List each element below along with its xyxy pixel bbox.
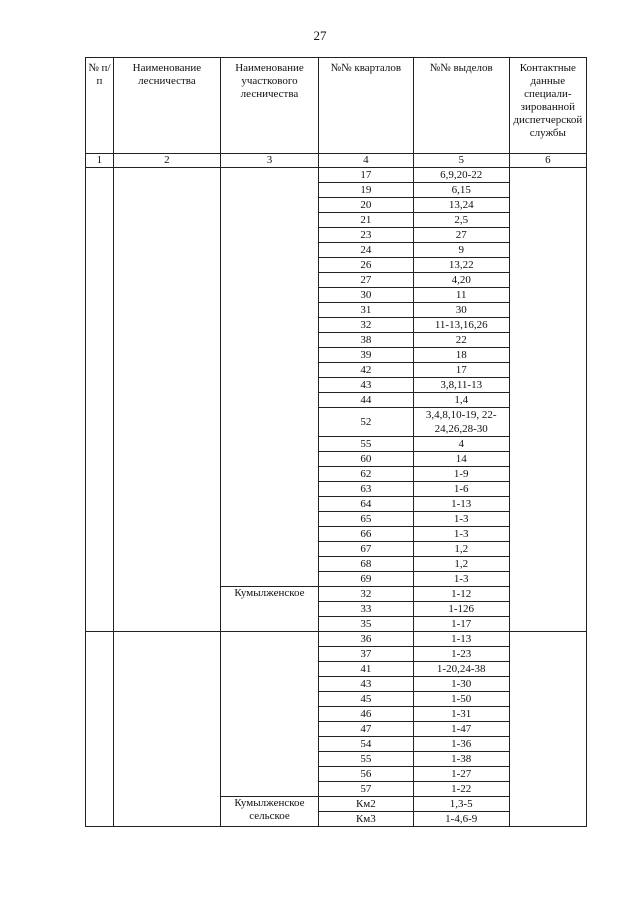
quarter-number: 54 <box>318 737 413 752</box>
allotment-numbers: 1,4 <box>413 393 509 408</box>
contact-cell <box>509 168 586 632</box>
allotment-numbers: 6,15 <box>413 183 509 198</box>
allotment-numbers: 1-126 <box>413 602 509 617</box>
quarter-number: 17 <box>318 168 413 183</box>
quarter-number: 63 <box>318 482 413 497</box>
quarter-number: Км2 <box>318 797 413 812</box>
allotment-numbers: 1-17 <box>413 617 509 632</box>
column-index-row <box>86 154 587 168</box>
quarter-number: 31 <box>318 303 413 318</box>
allotment-numbers: 1-30 <box>413 677 509 692</box>
allotment-numbers: 13,24 <box>413 198 509 213</box>
quarter-number: 55 <box>318 752 413 767</box>
column-index: 1 <box>86 154 114 168</box>
allotment-numbers: 1-3 <box>413 572 509 587</box>
column-index: 2 <box>113 154 220 168</box>
quarter-number: 37 <box>318 647 413 662</box>
quarter-number: 23 <box>318 228 413 243</box>
quarter-number: 64 <box>318 497 413 512</box>
allotment-numbers: 1-3 <box>413 512 509 527</box>
quarter-number: 69 <box>318 572 413 587</box>
allotment-numbers: 1-50 <box>413 692 509 707</box>
district-forestry-name: Кумылженское <box>221 587 319 632</box>
allotment-numbers: 30 <box>413 303 509 318</box>
page-number: 27 <box>313 28 327 43</box>
header-allotments: №№ выделов <box>413 58 509 154</box>
allotment-numbers: 1-38 <box>413 752 509 767</box>
allotment-numbers: 11-13,16,26 <box>413 318 509 333</box>
quarter-number: 67 <box>318 542 413 557</box>
allotment-numbers: 2,5 <box>413 213 509 228</box>
quarter-number: 32 <box>318 587 413 602</box>
allotment-numbers: 1-12 <box>413 587 509 602</box>
quarter-number: 30 <box>318 288 413 303</box>
quarter-number: 38 <box>318 333 413 348</box>
quarter-number: 65 <box>318 512 413 527</box>
quarter-number: 35 <box>318 617 413 632</box>
allotment-numbers: 1-20,24-38 <box>413 662 509 677</box>
quarter-number: 66 <box>318 527 413 542</box>
header-district-forestry: Наименование участкового лесничества <box>221 58 319 154</box>
quarter-number: 42 <box>318 363 413 378</box>
quarter-number: 45 <box>318 692 413 707</box>
district-forestry-name: Кумылженское сельское <box>221 797 319 827</box>
allotment-numbers: 6,9,20-22 <box>413 168 509 183</box>
quarter-number: 19 <box>318 183 413 198</box>
allotment-numbers: 1-9 <box>413 467 509 482</box>
quarter-number: Км3 <box>318 812 413 827</box>
table-block-2 <box>86 632 587 827</box>
allotment-numbers: 4 <box>413 437 509 452</box>
column-index: 4 <box>318 154 413 168</box>
quarter-number: 60 <box>318 452 413 467</box>
quarter-number: 26 <box>318 258 413 273</box>
quarter-number: 44 <box>318 393 413 408</box>
header-number: № п/п <box>86 58 114 154</box>
allotment-numbers: 1-3 <box>413 527 509 542</box>
quarter-number: 33 <box>318 602 413 617</box>
allotment-numbers: 11 <box>413 288 509 303</box>
allotment-numbers: 1-36 <box>413 737 509 752</box>
column-index: 3 <box>221 154 319 168</box>
allotment-numbers: 1-13 <box>413 632 509 647</box>
allotment-numbers: 18 <box>413 348 509 363</box>
quarter-number: 39 <box>318 348 413 363</box>
number-cell <box>86 168 114 632</box>
quarter-number: 32 <box>318 318 413 333</box>
quarter-number: 56 <box>318 767 413 782</box>
quarter-number: 21 <box>318 213 413 228</box>
allotment-numbers: 13,22 <box>413 258 509 273</box>
allotment-numbers: 1-31 <box>413 707 509 722</box>
allotment-numbers: 14 <box>413 452 509 467</box>
allotment-numbers: 3,4,8,10-19, 22-24,26,28-30 <box>413 408 509 437</box>
table-row <box>86 632 587 647</box>
allotment-numbers: 4,20 <box>413 273 509 288</box>
forest-quarters-table <box>85 57 587 827</box>
district-forestry-cell <box>221 168 319 587</box>
allotment-numbers: 1,2 <box>413 542 509 557</box>
quarter-number: 68 <box>318 557 413 572</box>
quarter-number: 57 <box>318 782 413 797</box>
allotment-numbers: 9 <box>413 243 509 258</box>
quarter-number: 46 <box>318 707 413 722</box>
table-row <box>86 168 587 183</box>
allotment-numbers: 1-6 <box>413 482 509 497</box>
quarter-number: 41 <box>318 662 413 677</box>
quarter-number: 52 <box>318 408 413 437</box>
allotment-numbers: 1-23 <box>413 647 509 662</box>
allotment-numbers: 3,8,11-13 <box>413 378 509 393</box>
quarter-number: 47 <box>318 722 413 737</box>
allotment-numbers: 1,3-5 <box>413 797 509 812</box>
district-forestry-cell <box>221 632 319 797</box>
header-contact-data: Контактные данные специали-зированной диспетчерской службы <box>509 58 586 154</box>
quarter-number: 55 <box>318 437 413 452</box>
quarter-number: 27 <box>318 273 413 288</box>
forestry-cell <box>113 632 220 827</box>
quarter-number: 62 <box>318 467 413 482</box>
allotment-numbers: 1-47 <box>413 722 509 737</box>
header-forestry: Наименование лесничества <box>113 58 220 154</box>
quarter-number: 43 <box>318 677 413 692</box>
quarter-number: 43 <box>318 378 413 393</box>
quarter-number: 24 <box>318 243 413 258</box>
allotment-numbers: 1-4,6-9 <box>413 812 509 827</box>
allotment-numbers: 27 <box>413 228 509 243</box>
header-row <box>86 58 587 154</box>
allotment-numbers: 1-27 <box>413 767 509 782</box>
allotment-numbers: 1-13 <box>413 497 509 512</box>
column-index: 6 <box>509 154 586 168</box>
quarter-number: 20 <box>318 198 413 213</box>
number-cell <box>86 632 114 827</box>
contact-cell <box>509 632 586 827</box>
table-block-1 <box>86 168 587 632</box>
allotment-numbers: 1,2 <box>413 557 509 572</box>
header-quarters: №№ кварталов <box>318 58 413 154</box>
allotment-numbers: 22 <box>413 333 509 348</box>
forestry-cell <box>113 168 220 632</box>
column-index: 5 <box>413 154 509 168</box>
allotment-numbers: 17 <box>413 363 509 378</box>
allotment-numbers: 1-22 <box>413 782 509 797</box>
quarter-number: 36 <box>318 632 413 647</box>
